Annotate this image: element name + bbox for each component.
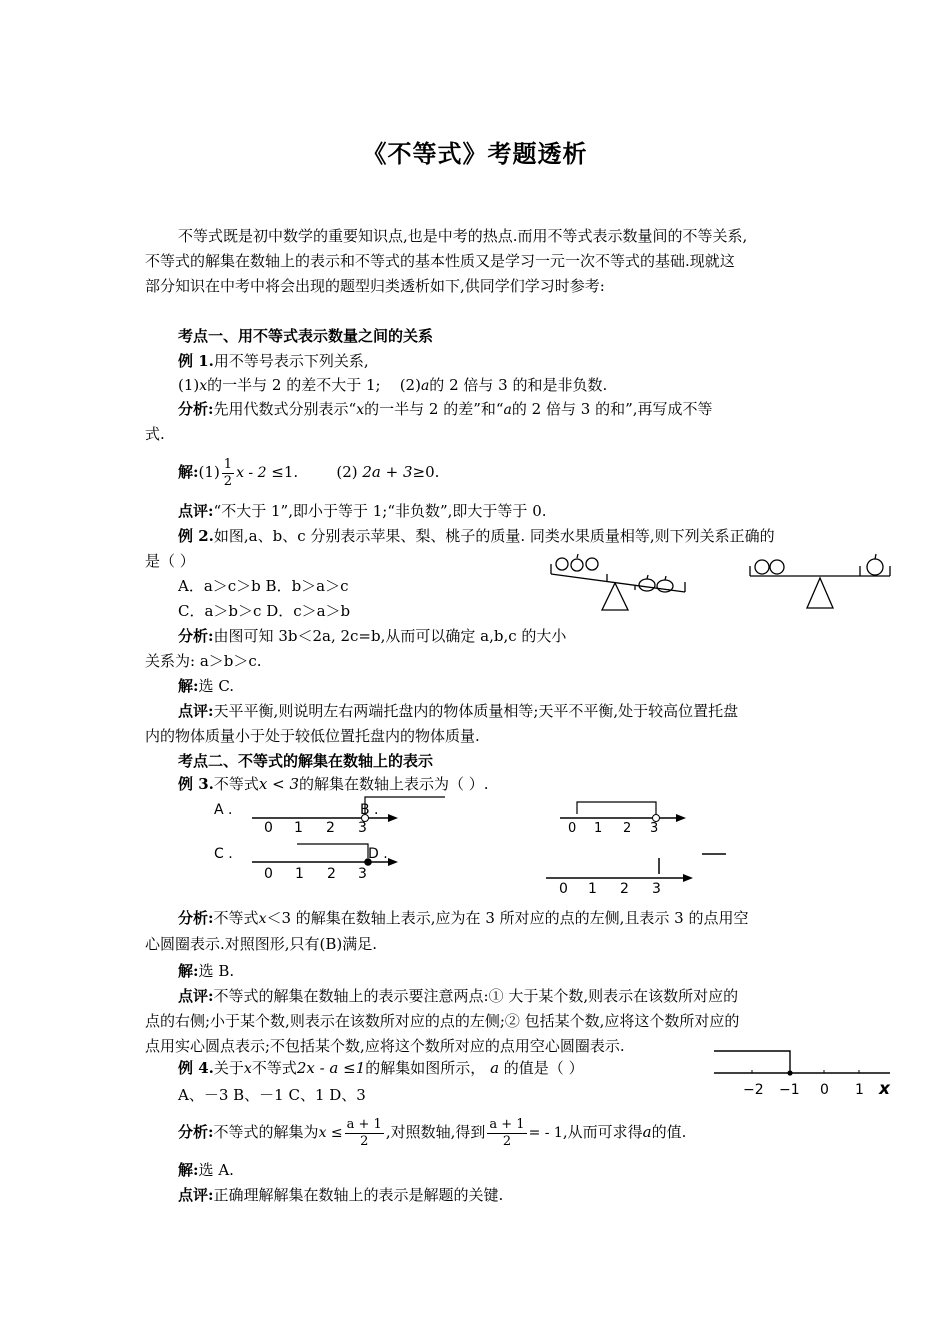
- tick-label: 3: [358, 820, 367, 836]
- example-1-parts: [178, 375, 607, 396]
- option-d-label: D .: [368, 846, 388, 862]
- fraction-a-plus-1-over-2: [487, 1117, 526, 1150]
- analysis-text: ,从而可求得: [562, 1123, 643, 1141]
- fraction-numerator: a + 1: [346, 1116, 382, 1132]
- analysis-text: ＜3 的解集在数轴上表示,应为在 3 所对应的点的左侧,且表示 3 的点用空: [266, 909, 749, 927]
- analysis-text: 不等式的解集为: [213, 1123, 319, 1141]
- tick-label: 3: [650, 821, 659, 836]
- axis-arrow: [683, 874, 693, 882]
- inequality: x ≤: [318, 1125, 343, 1141]
- option-b-number-line: [560, 802, 686, 836]
- fraction-denominator: 2: [502, 1133, 512, 1149]
- intro-line-1: 不等式既是初中数学的重要知识点,也是中考的热点.而用不等式表示数量间的不等关系,: [178, 227, 748, 245]
- example-text: 不等式: [213, 775, 259, 793]
- example-2-options-ab: A．a＞c＞b B．b＞a＞c: [178, 577, 349, 595]
- apple-icon: [571, 559, 583, 571]
- analysis-text: 的值.: [651, 1123, 687, 1141]
- pear-icon: [657, 580, 673, 592]
- option-a-label: A .: [214, 802, 233, 818]
- example-3-comment-line-2: 点的右侧;小于某个数,则表示在该数所对应的点的左侧;② 包括某个数,应将这个数所对应的: [145, 1012, 740, 1030]
- solution-text: 选 A.: [198, 1161, 234, 1179]
- tick-label: 3: [652, 881, 661, 897]
- example-text: 如图,a、b、c 分别表示苹果、梨、桃子的质量. 同类水果质量相等,则下列关系正确的: [213, 527, 775, 545]
- example-4-number-line: [712, 1043, 900, 1103]
- comment-text: “不大于 1”,即小于等于 1;“非负数”,即大于等于 0.: [213, 502, 547, 520]
- example-label: 例 3.: [178, 775, 214, 793]
- analysis-label: 分析:: [178, 909, 214, 927]
- example-label: 例 4.: [178, 1059, 214, 1077]
- tick-label: 2: [620, 881, 629, 897]
- inequality: 2x - a ≤1: [296, 1059, 366, 1077]
- example-4-options: A、－3 B、－1 C、1 D、3: [178, 1086, 366, 1104]
- example-1-solution: [178, 452, 439, 493]
- example-text: 关于: [213, 1059, 244, 1077]
- fraction-one-half: [222, 457, 234, 490]
- tick-label: 0: [568, 821, 577, 836]
- fulcrum: [602, 583, 628, 610]
- example-3-comment: [178, 986, 738, 1006]
- var-a: a: [642, 1123, 652, 1141]
- option-b-label: B .: [360, 802, 379, 818]
- analysis-label: 分析:: [178, 627, 214, 645]
- comment-text: 天平平衡,则说明左右两端托盘内的物体质量相等;天平不平衡,处于较高位置托盘: [213, 702, 739, 720]
- section-2-heading: 考点二、不等式的解集在数轴上的表示: [178, 752, 434, 770]
- axis-arrow: [676, 814, 686, 822]
- comment-label: 点评:: [178, 1186, 214, 1204]
- solution-label: 解:: [178, 962, 199, 980]
- intro-line-2: 不等式的解集在数轴上的表示和不等式的基本性质又是学习一元一次不等式的基础.现就这: [145, 252, 735, 270]
- number-line-options: [200, 792, 730, 898]
- solution-label: 解:: [178, 463, 199, 481]
- var-a: a: [420, 378, 430, 394]
- example-2-analysis: [178, 626, 566, 646]
- part-2-text: 的 2 倍与 3 的和是非负数.: [429, 376, 608, 394]
- tick-label: −2: [743, 1082, 764, 1098]
- example-label: 例 2.: [178, 527, 214, 545]
- comment-text: 正确理解解集在数轴上的表示是解题的关键.: [213, 1186, 504, 1204]
- intro-line-3: 部分知识在中考中将会出现的题型归类透析如下,供同学们学习时参考:: [145, 277, 605, 295]
- level-balance: [750, 554, 890, 608]
- option-c-label: C .: [214, 846, 233, 862]
- filled-dot-marker: [787, 1070, 792, 1075]
- analysis-text: ,对照数轴,得到: [385, 1123, 486, 1141]
- tick-label: 0: [264, 820, 273, 836]
- tick-label: 0: [264, 866, 273, 882]
- comment-label: 点评:: [178, 502, 214, 520]
- analysis-text: 的 2 倍与 3 的和”,再写成不等: [511, 400, 713, 418]
- part-1-text: 的一半与 2 的差不大于 1;: [207, 376, 381, 394]
- fraction-a-plus-1-over-2: [345, 1117, 384, 1150]
- solution-label: 解:: [178, 1161, 199, 1179]
- analysis-label: 分析:: [178, 400, 214, 418]
- tick-label: 3: [358, 866, 367, 882]
- tick-label: 0: [559, 881, 568, 897]
- example-2-prompt-line-2: 是（ ）: [145, 552, 195, 570]
- tick-label: 1: [295, 866, 304, 882]
- example-text: 用不等号表示下列关系,: [213, 352, 369, 370]
- example-4-comment: [178, 1185, 503, 1205]
- solution-text: 选 C.: [198, 677, 235, 695]
- pear-icon: [867, 559, 883, 575]
- var-x: x: [199, 378, 208, 394]
- solution-bracket: [577, 802, 656, 814]
- comment-label: 点评:: [178, 702, 214, 720]
- solution-relation: ≤1.: [271, 463, 299, 481]
- var-x: x: [258, 911, 267, 927]
- option-d-number-line: [546, 854, 726, 897]
- example-1-prompt: [178, 351, 369, 371]
- comment-text: 不等式的解集在数轴上的表示要注意两点:① 大于某个数,则表示在该数所对应的: [213, 987, 739, 1005]
- analysis-label: 分析:: [178, 1123, 214, 1141]
- analysis-text: 的一半与 2 的差”和“: [364, 400, 504, 418]
- tick-label: 2: [327, 866, 336, 882]
- var-x: x: [243, 1061, 252, 1077]
- part-2-label: (2): [399, 376, 421, 394]
- expression: 2a + 3: [362, 463, 413, 481]
- tick-label: 1: [855, 1082, 864, 1098]
- example-3-solution: [178, 961, 234, 981]
- equation: = - 1: [528, 1125, 563, 1141]
- var-a: a: [503, 402, 512, 418]
- example-3-prompt: [178, 774, 489, 794]
- page-title: 《不等式》考题透析: [362, 140, 588, 168]
- tick-label: −1: [779, 1082, 800, 1098]
- tick-label: 2: [623, 821, 632, 836]
- solution-part-2: (2): [336, 463, 358, 481]
- example-2-solution: [178, 676, 234, 696]
- example-2-comment: [178, 701, 738, 721]
- peach-icon: [770, 560, 784, 574]
- fraction-denominator: 2: [360, 1133, 369, 1149]
- example-3-analysis: [178, 908, 748, 929]
- expression: x - 2: [236, 465, 267, 481]
- axis-arrow: [388, 858, 398, 866]
- solution-bracket: [714, 1051, 790, 1073]
- tick-label: 0: [820, 1082, 829, 1098]
- example-3-comment-line-3: 点用实心圆点表示;不包括某个数,应将这个数所对应的点用空心圆圈表示.: [145, 1037, 625, 1055]
- peach-icon: [755, 560, 769, 574]
- example-4-analysis: [178, 1112, 686, 1153]
- example-3-analysis-line-2: 心圆圈表示.对照图形,只有(B)满足.: [145, 935, 378, 953]
- analysis-text: 由图可知 3b＜2a, 2c=b,从而可以确定 a,b,c 的大小: [213, 627, 567, 645]
- example-label: 例 1.: [178, 352, 214, 370]
- solution-part-1: (1): [198, 463, 220, 481]
- apple-icon: [556, 558, 568, 570]
- example-1-comment: [178, 501, 547, 521]
- example-4-solution: [178, 1160, 234, 1180]
- solution-relation: ≥0.: [412, 463, 440, 481]
- inequality: x < 3: [258, 775, 300, 793]
- tick-label: 2: [326, 820, 335, 836]
- part-1-label: (1): [178, 376, 200, 394]
- example-text: 不等式: [251, 1059, 297, 1077]
- option-a-number-line: [214, 797, 445, 836]
- var-a: a: [490, 1059, 500, 1077]
- example-text: 的解集在数轴上表示为（ ）.: [299, 775, 489, 793]
- example-text: 的解集如图所示，: [365, 1059, 486, 1077]
- tick-label: 1: [588, 881, 597, 897]
- fraction-numerator: a + 1: [489, 1116, 525, 1132]
- stem: [577, 554, 578, 558]
- example-2-analysis-line-2: 关系为: a＞b＞c.: [145, 652, 262, 670]
- tilted-balance: [551, 554, 685, 610]
- example-text: 的值是（ ）: [503, 1059, 584, 1077]
- example-4-prompt: [178, 1058, 584, 1079]
- analysis-text: 先用代数式分别表示“: [213, 400, 357, 418]
- stem: [875, 554, 876, 559]
- solution-bracket: [297, 844, 368, 858]
- example-1-analysis-line-2: 式.: [145, 425, 165, 443]
- fraction-denominator: 2: [223, 473, 233, 489]
- tick-label: 1: [594, 821, 603, 836]
- example-1-analysis: [178, 399, 713, 420]
- tick-label: 1: [294, 820, 303, 836]
- comment-label: 点评:: [178, 987, 214, 1005]
- pear-icon: [639, 579, 655, 591]
- axis-variable-label: x: [879, 1079, 890, 1099]
- section-1-heading: 考点一、用不等式表示数量之间的关系: [178, 327, 434, 345]
- solution-text: 选 B.: [198, 962, 235, 980]
- axis-arrow: [388, 814, 398, 822]
- fraction-numerator: 1: [223, 456, 233, 472]
- var-x: x: [356, 402, 365, 418]
- example-2-prompt: [178, 526, 775, 546]
- example-2-comment-line-2: 内的物体质量小于处于较低位置托盘内的物体质量.: [145, 727, 480, 745]
- balance-scales-figure: [545, 552, 895, 614]
- example-2-options-cd: C．a＞b＞c D．c＞a＞b: [178, 602, 351, 620]
- apple-icon: [586, 558, 598, 570]
- analysis-text: 不等式: [213, 909, 259, 927]
- fulcrum: [807, 578, 833, 608]
- solution-label: 解:: [178, 677, 199, 695]
- left-pan-edge: [551, 564, 607, 582]
- option-c-number-line: [214, 844, 398, 882]
